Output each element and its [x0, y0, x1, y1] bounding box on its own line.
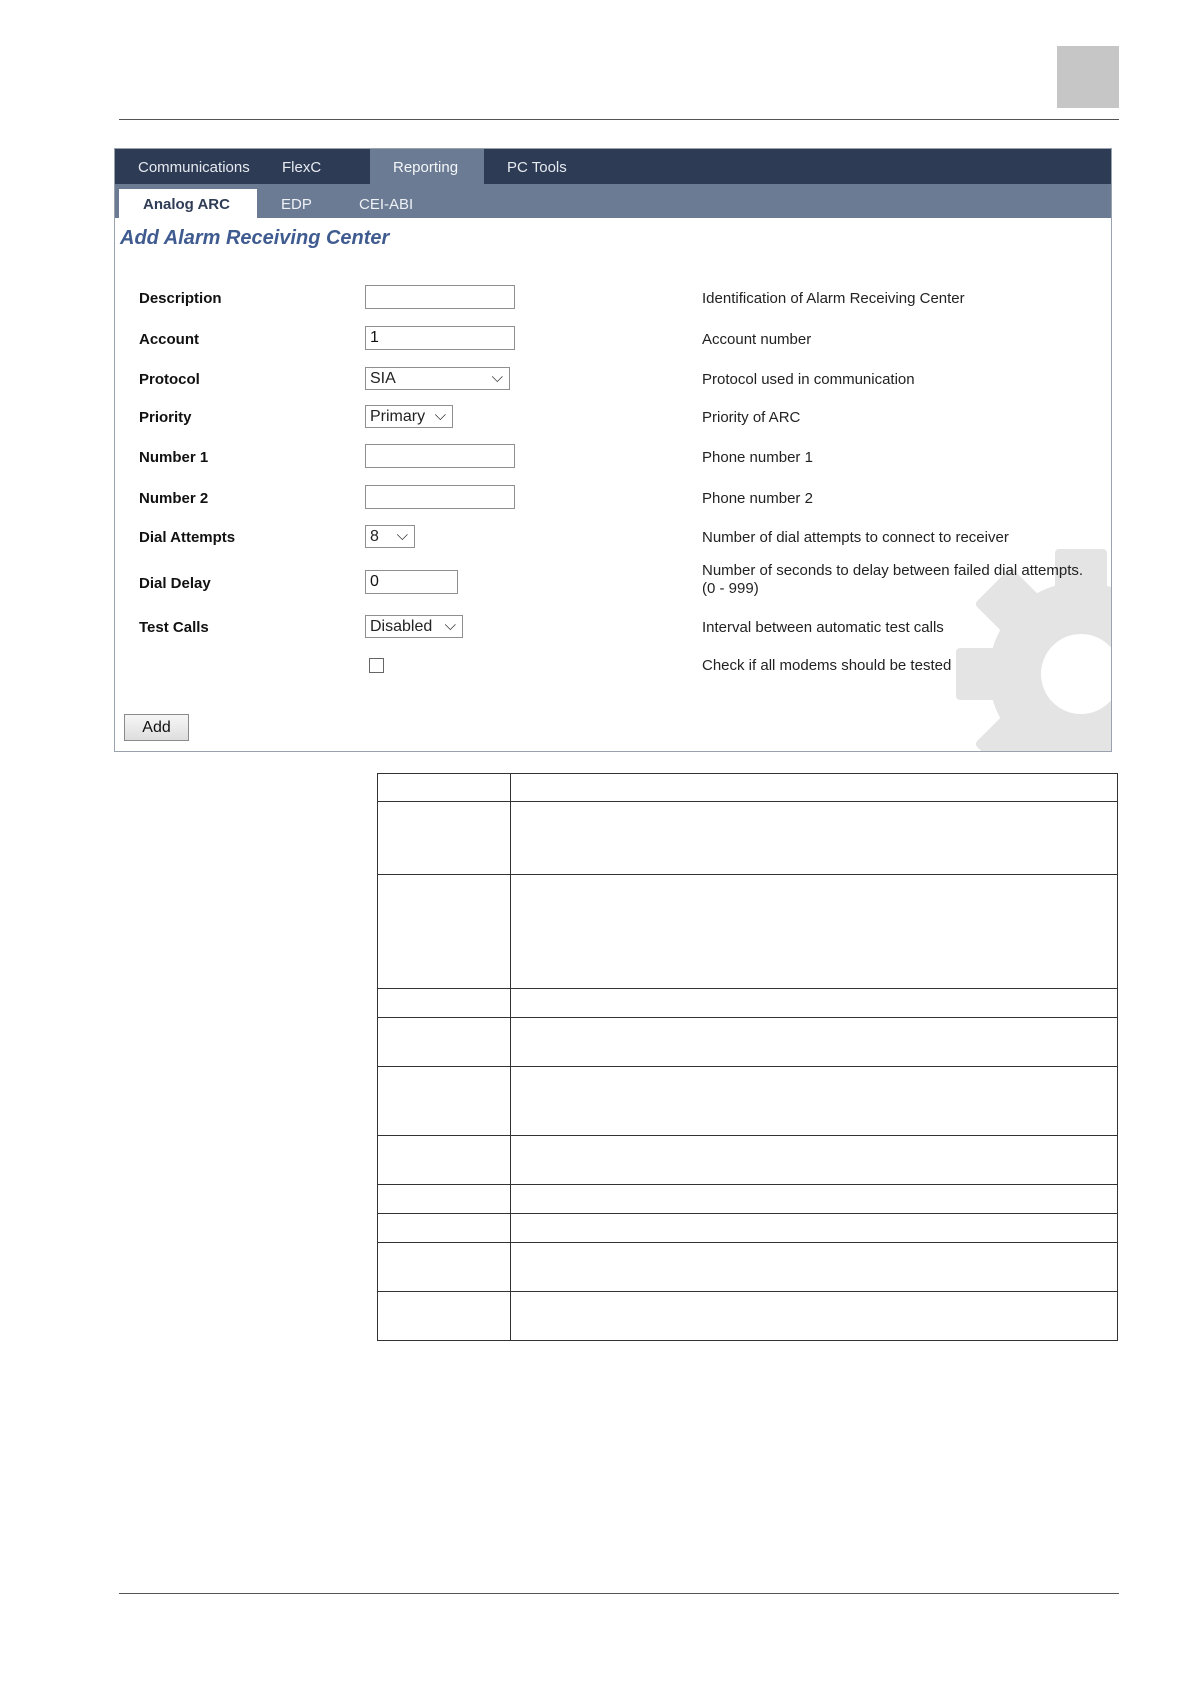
dial-attempts-value: 8 — [370, 528, 379, 545]
dial-attempts-select[interactable] — [365, 525, 415, 548]
table-row — [378, 1136, 1118, 1185]
number-2-label: Number 2 — [139, 490, 209, 507]
dial-delay-help-text: Number of seconds to delay between failed dial attempts. — [702, 562, 1084, 579]
dial-attempts-help: Number of dial attempts to connect to receiver — [702, 529, 1009, 546]
account-help: Account number — [702, 331, 812, 348]
priority-label: Priority — [139, 409, 192, 426]
test-calls-help: Interval between automatic test calls — [702, 619, 944, 636]
protocol-help: Protocol used in communication — [702, 371, 915, 388]
table-row — [378, 1214, 1118, 1243]
dial-delay-label: Dial Delay — [139, 575, 211, 592]
priority-help: Priority of ARC — [702, 409, 801, 426]
tab-cei-abi[interactable]: CEI-ABI — [359, 196, 414, 213]
header-rule — [119, 119, 1119, 120]
tab-analog-arc[interactable]: Analog ARC — [119, 189, 257, 218]
account-label: Account — [139, 331, 199, 348]
table-row — [378, 1292, 1118, 1341]
number-1-input[interactable] — [365, 444, 515, 468]
number-1-label: Number 1 — [139, 449, 209, 466]
number-1-help: Phone number 1 — [702, 449, 813, 466]
account-input[interactable] — [365, 326, 515, 350]
table-row — [378, 1243, 1118, 1292]
protocol-value: SIA — [370, 370, 396, 387]
description-label: Description — [139, 290, 222, 307]
dial-delay-help-range: (0 - 999) — [702, 580, 759, 597]
footer-rule — [119, 1593, 1119, 1594]
main-nav — [115, 149, 1111, 184]
table-row — [378, 989, 1118, 1018]
table-row — [378, 774, 1118, 802]
tab-pc-tools[interactable]: PC Tools — [507, 159, 567, 176]
table-row — [378, 1067, 1118, 1136]
chevron-down-icon: ⌵ — [434, 407, 446, 424]
sub-nav — [115, 184, 1111, 218]
page-title: Add Alarm Receiving Center — [120, 227, 390, 249]
number-2-help: Phone number 2 — [702, 490, 813, 507]
test-calls-select[interactable] — [365, 615, 463, 638]
dial-delay-input[interactable] — [365, 570, 458, 594]
add-button[interactable]: Add — [124, 714, 189, 741]
tab-edp[interactable]: EDP — [281, 196, 312, 213]
table-row — [378, 1185, 1118, 1214]
number-2-input[interactable] — [365, 485, 515, 509]
dial-attempts-label: Dial Attempts — [139, 529, 236, 546]
tab-communications[interactable]: Communications — [138, 159, 250, 176]
protocol-label: Protocol — [139, 371, 200, 388]
description-help: Identification of Alarm Receiving Center — [702, 290, 965, 307]
priority-value: Primary — [370, 408, 426, 425]
page-corner-tab — [1057, 46, 1119, 108]
protocol-select[interactable] — [365, 367, 510, 390]
chevron-down-icon: ⌵ — [444, 617, 456, 634]
priority-select[interactable] — [365, 405, 453, 428]
table-row — [378, 875, 1118, 989]
description-input[interactable] — [365, 285, 515, 309]
table-row — [378, 802, 1118, 875]
parameter-table — [377, 773, 1118, 1341]
chevron-down-icon: ⌵ — [396, 527, 408, 544]
test-all-modems-help: Check if all modems should be tested — [702, 657, 952, 674]
test-calls-label: Test Calls — [139, 619, 209, 636]
test-calls-value: Disabled — [370, 618, 433, 635]
dial-delay-help — [702, 562, 1083, 598]
tab-reporting[interactable]: Reporting — [370, 149, 484, 184]
config-screenshot — [114, 148, 1112, 752]
table-row — [378, 1018, 1118, 1067]
chevron-down-icon: ⌵ — [491, 369, 503, 386]
tab-flexc[interactable]: FlexC — [282, 159, 322, 176]
test-all-modems-checkbox[interactable] — [369, 658, 384, 673]
